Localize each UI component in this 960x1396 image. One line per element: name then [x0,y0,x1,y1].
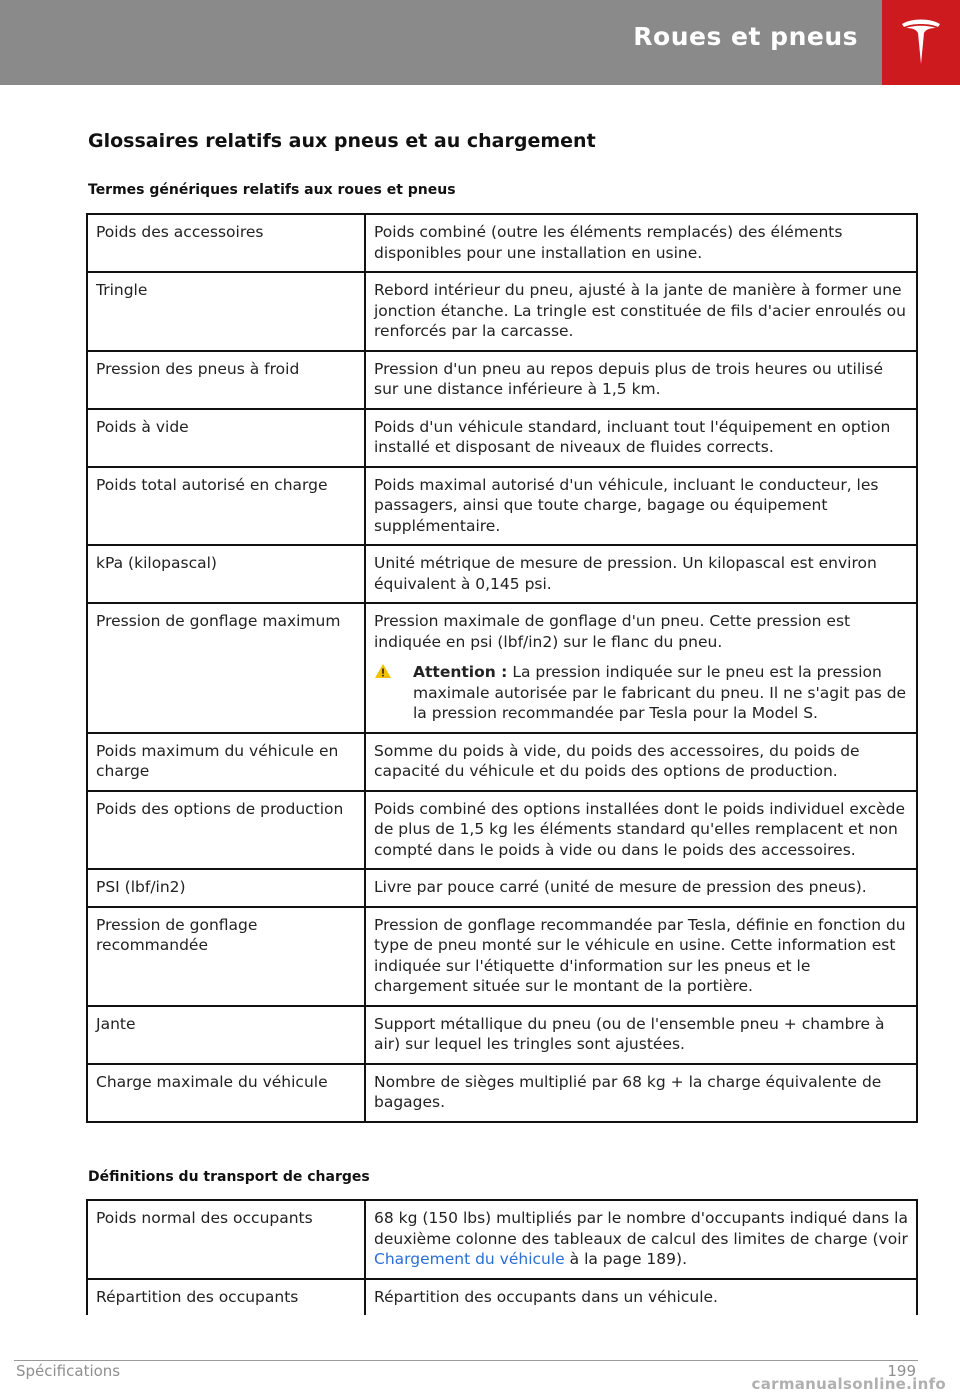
term-cell: Jante [87,1006,365,1064]
term-cell: Poids des accessoires [87,214,365,272]
term-cell: Pression de gonflage maximum [87,603,365,733]
definition-cell: Poids maximal autorisé d'un véhicule, incluant le conducteur, les passagers, ainsi que toute charge, bagage ou équipement supplémentaire. [365,467,917,546]
page-header-title: Roues et pneus [633,22,858,51]
term-cell: kPa (kilopascal) [87,545,365,603]
definition-cell [365,1200,917,1279]
table-row [87,1200,917,1279]
glossary-title: Glossaires relatifs aux pneus et au chargement [88,130,596,152]
table-row [87,214,917,272]
definition-text: Pression maximale de gonflage d'un pneu. Cette pression est indiquée en psi (lbf/in2) sur le flanc du pneu. [374,612,851,651]
table-row [87,1279,917,1316]
vehicle-loading-link[interactable]: Chargement du véhicule [374,1250,565,1268]
term-cell: Pression des pneus à froid [87,351,365,409]
definition-cell: Pression d'un pneu au repos depuis plus de trois heures ou utilisé sur une distance inférieure à 1,5 km. [365,351,917,409]
warning-text [413,662,908,724]
section-title-load-definitions: Définitions du transport de charges [88,1169,370,1185]
term-cell: Tringle [87,272,365,351]
term-cell: Poids normal des occupants [87,1200,365,1279]
brand-logo [882,0,960,85]
definition-cell: Répartition des occupants dans un véhicule. [365,1279,917,1316]
term-cell: Poids maximum du véhicule en charge [87,733,365,791]
warning-body: La pression indiquée sur le pneu est la pression maximale autorisée par le fabricant du pneu. Il ne s'agit pas de la pression recommandée par Tesla pour la Model S. [413,663,907,722]
definition-cell: Livre par pouce carré (unité de mesure de pression des pneus). [365,869,917,907]
term-cell: Poids à vide [87,409,365,467]
term-cell: Pression de gonflage recommandée [87,907,365,1006]
term-cell: Poids des options de production [87,791,365,870]
definition-text-end: à la page 189). [569,1250,687,1268]
table-row [87,272,917,351]
term-cell: Poids total autorisé en charge [87,467,365,546]
definition-cell: Poids d'un véhicule standard, incluant tout l'équipement en option installé et disposant de niveaux de fluides corrects. [365,409,917,467]
definition-cell: Poids combiné des options installées dont le poids individuel excède de plus de 1,5 kg les éléments standard qu'elles remplacent et non compté dans le poids à vide ou dans le poids des accessoires. [365,791,917,870]
tire-terms-table [86,213,918,1123]
definition-text: 68 kg (150 lbs) multipliés par le nombre d'occupants indiqué dans la deuxième colonne des tableaux de calcul des limites de charge (voir [374,1209,908,1248]
table-row [87,733,917,791]
load-definitions-table [86,1199,918,1315]
table-row [87,603,917,733]
definition-cell: Pression de gonflage recommandée par Tesla, définie en fonction du type de pneu monté sur le véhicule en usine. Cette information est indiquée sur l'étiquette d'information sur les pneus et le chargement située sur le montant de la portière. [365,907,917,1006]
table-row [87,791,917,870]
definition-cell: Somme du poids à vide, du poids des accessoires, du poids de capacité du véhicule et du poids des options de production. [365,733,917,791]
footer-page-number: 199 [887,1362,916,1380]
table-row [87,545,917,603]
term-cell: PSI (lbf/in2) [87,869,365,907]
definition-cell [365,603,917,733]
table-row [87,409,917,467]
footer-divider [14,1360,918,1361]
tesla-logo-icon [898,14,944,70]
definition-cell: Poids combiné (outre les éléments remplacés) des éléments disponibles pour une installation en usine. [365,214,917,272]
table-row [87,1064,917,1122]
term-cell: Répartition des occupants [87,1279,365,1316]
warning-triangle-icon [374,663,392,679]
footer-section-name: Spécifications [16,1362,121,1380]
warning-note [374,662,908,724]
definition-cell: Support métallique du pneu (ou de l'ensemble pneu + chambre à air) sur lequel les tringles sont ajustées. [365,1006,917,1064]
table-row [87,1006,917,1064]
table-row [87,467,917,546]
definition-cell: Rebord intérieur du pneu, ajusté à la jante de manière à former une jonction étanche. La tringle est constituée de fils d'acier enroulés ou renforcés par la carcasse. [365,272,917,351]
watermark: carmanualsonline.info [751,1375,946,1393]
table-row [87,869,917,907]
definition-cell: Unité métrique de mesure de pression. Un kilopascal est environ équivalent à 0,145 psi. [365,545,917,603]
term-cell: Charge maximale du véhicule [87,1064,365,1122]
definition-cell: Nombre de sièges multiplié par 68 kg + la charge équivalente de bagages. [365,1064,917,1122]
warning-label: Attention : [413,663,508,681]
table-row [87,351,917,409]
table-row [87,907,917,1006]
section-title-generic-terms: Termes génériques relatifs aux roues et pneus [88,182,456,198]
